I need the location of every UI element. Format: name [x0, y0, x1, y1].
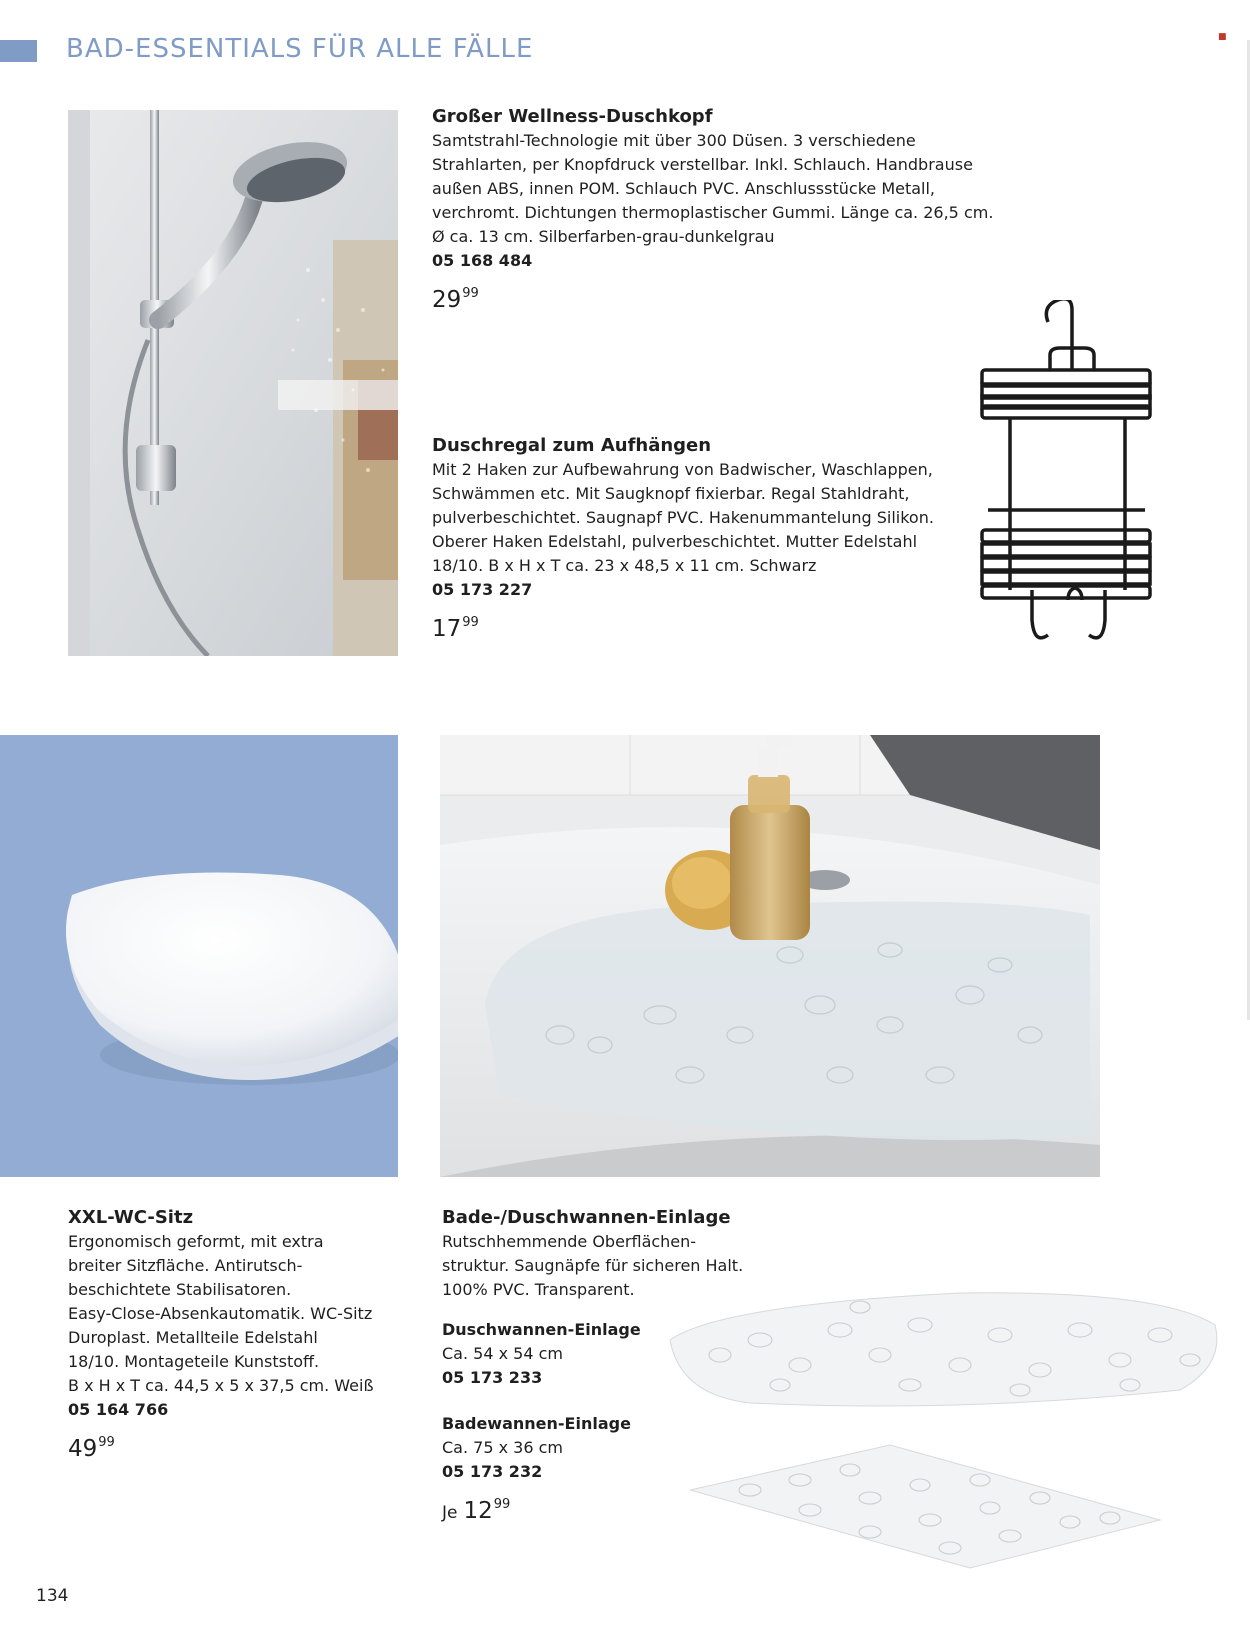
product-title-tub-insert: Bade-/Duschwannen-Einlage	[442, 1207, 731, 1228]
description-line: Samtstrahl-Technologie mit über 300 Düsen. 3 verschiedene	[432, 131, 916, 150]
toilet-seat-photo	[0, 735, 398, 1177]
shower-head-photo	[68, 110, 398, 656]
description-line: Schwämmen etc. Mit Saugknopf fixierbar. Regal Stahldraht,	[432, 484, 910, 503]
description-line: 18/10. Montageteile Kunststoff.	[68, 1352, 320, 1371]
description-line: Ø ca. 13 cm. Silberfarben-grau-dunkelgrau	[432, 227, 775, 246]
brand-logo-icon: ■	[1218, 32, 1227, 42]
description-line: Rutschhemmende Oberflächen-	[442, 1232, 697, 1251]
shower-head-text-block	[432, 104, 1032, 315]
description-line: außen ABS, innen POM. Schlauch PVC. Anschlussstücke Metall,	[432, 179, 936, 198]
variant-size: Ca. 75 x 36 cm	[442, 1438, 563, 1457]
price-main: 49	[68, 1436, 98, 1462]
shower-shelf-photo	[970, 300, 1160, 670]
shower-shelf-text-block	[432, 433, 952, 644]
variant-name: Duschwannen-Einlage	[442, 1320, 641, 1339]
product-title-toilet-seat: XXL-WC-Sitz	[68, 1207, 194, 1228]
description-line: 18/10. B x H x T ca. 23 x 48,5 x 11 cm. Schwarz	[432, 556, 817, 575]
price-prefix: Je	[442, 1503, 458, 1523]
description-line: Ergonomisch geformt, mit extra	[68, 1232, 324, 1251]
description-line: breiter Sitzfläche. Antirutsch-	[68, 1256, 303, 1275]
tub-insert-photo	[440, 735, 1100, 1177]
description-line: Easy-Close-Absenkautomatik. WC-Sitz	[68, 1304, 373, 1323]
product-title-shower-head: Großer Wellness-Duschkopf	[432, 106, 713, 127]
page-title: BAD-ESSENTIALS FÜR ALLE FÄLLE	[66, 34, 534, 64]
article-number: 05 168 484	[432, 251, 533, 270]
article-number: 05 164 766	[68, 1400, 169, 1419]
price-cents: 99	[98, 1435, 115, 1450]
article-number: 05 173 227	[432, 580, 533, 599]
article-number: 05 173 233	[442, 1368, 543, 1387]
price-cents: 99	[493, 1497, 511, 1512]
page-number: 134	[36, 1586, 69, 1606]
shower-mat-image	[660, 1285, 1230, 1415]
header-accent-bar	[0, 40, 37, 62]
article-number: 05 173 232	[442, 1462, 543, 1481]
price-toilet-seat	[68, 1428, 428, 1464]
description-line: pulverbeschichtet. Saugnapf PVC. Hakenummantelung Silikon.	[432, 508, 934, 527]
variant-name: Badewannen-Einlage	[442, 1414, 631, 1433]
description-line: B x H x T ca. 44,5 x 5 x 37,5 cm. Weiß	[68, 1376, 374, 1395]
description-line: Duroplast. Metallteile Edelstahl	[68, 1328, 318, 1347]
description-line: verchromt. Dichtungen thermoplastischer Gummi. Länge ca. 26,5 cm.	[432, 203, 994, 222]
price-shower-head	[432, 279, 1032, 315]
bathtub-mat-image	[690, 1440, 1170, 1570]
description-line: Strahlarten, per Knopfdruck verstellbar. Inkl. Schlauch. Handbrause	[432, 155, 973, 174]
price-shower-shelf	[432, 608, 952, 644]
description-line: Mit 2 Haken zur Aufbewahrung von Badwischer, Waschlappen,	[432, 460, 933, 479]
description-line: 100% PVC. Transparent.	[442, 1280, 635, 1299]
variant-size: Ca. 54 x 54 cm	[442, 1344, 563, 1363]
toilet-seat-text-block	[68, 1205, 428, 1464]
price-cents: 99	[462, 615, 479, 630]
price-main: 17	[432, 616, 462, 642]
description-line: Oberer Haken Edelstahl, pulverbeschichtet. Mutter Edelstahl	[432, 532, 918, 551]
product-title-shower-shelf: Duschregal zum Aufhängen	[432, 435, 712, 456]
price-main: 29	[432, 287, 462, 313]
description-line: struktur. Saugnäpfe für sicheren Halt.	[442, 1256, 744, 1275]
description-line: beschichtete Stabilisatoren.	[68, 1280, 292, 1299]
price-main: 12	[463, 1498, 493, 1524]
price-cents: 99	[462, 286, 479, 301]
